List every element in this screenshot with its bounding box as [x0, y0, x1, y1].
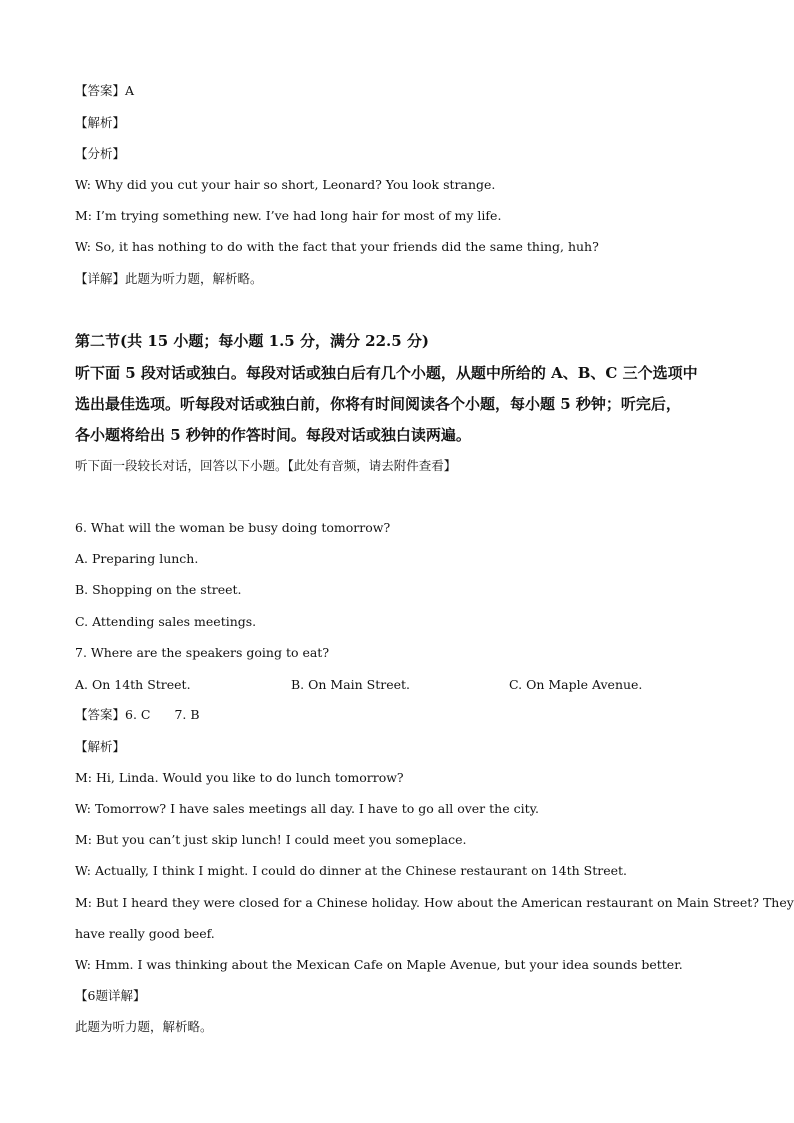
section-title: 第二节(共 15 小题；每小题 1.5 分，满分 22.5 分): [75, 332, 430, 350]
q6-detail-title: 【6题详解】: [75, 988, 146, 1003]
dialogue-line: W: So, it has nothing to do with the fact that your friends did the same thing, huh?: [75, 239, 599, 254]
dialogue-line: W: Actually, I think I might. I could do dinner at the Chinese restaurant on 14th Street.: [75, 863, 628, 878]
analysis-label: 【解析】: [75, 739, 126, 754]
detail-label: 【详解】此题为听力题，解析略。: [75, 271, 263, 286]
answer-row: [75, 706, 200, 724]
dialogue-line: W: Tomorrow? I have sales meetings all day. I have to go all over the city.: [75, 801, 539, 816]
section-instruction: 选出最佳选项。听每段对话或独白前，你将有时间阅读各个小题，每小题 5 秒钟；听完后，: [75, 395, 681, 413]
analysis-label: 【解析】: [75, 115, 126, 130]
dialogue-line: W: Hmm. I was thinking about the Mexican Cafe on Maple Avenue, but your idea sounds better.: [75, 957, 683, 972]
answer-label: 【答案】A: [75, 83, 135, 98]
question-6-option-b: B. Shopping on the street.: [75, 582, 242, 597]
question-6-stem: 6. What will the woman be busy doing tomorrow?: [75, 520, 391, 535]
dialogue-line: M: Hi, Linda. Would you like to do lunch tomorrow?: [75, 770, 404, 785]
answer-second: 7. B: [174, 707, 200, 722]
q6-detail-text: 此题为听力题，解析略。: [75, 1019, 213, 1034]
section-instruction: 听下面 5 段对话或独白。每段对话或独白后有几个小题，从题中所给的 A、B、C 三个选项中: [75, 364, 698, 382]
question-6-option-a: A. Preparing lunch.: [75, 551, 199, 566]
dialogue-line: M: But you can’t just skip lunch! I could meet you someplace.: [75, 832, 467, 847]
question-7-option-b: B. On Main Street.: [291, 677, 411, 692]
question-7-options: [75, 676, 715, 694]
question-7-option-c: C. On Maple Avenue.: [509, 677, 643, 692]
breakdown-label: 【分析】: [75, 146, 126, 161]
audio-note: 听下面一段较长对话，回答以下小题。【此处有音频，请去附件查看】: [75, 458, 457, 473]
dialogue-line: M: I’m trying something new. I’ve had long hair for most of my life.: [75, 208, 502, 223]
dialogue-line: M: But I heard they were closed for a Chinese holiday. How about the American restaurant on Main Street? They: [75, 895, 794, 910]
dialogue-line: W: Why did you cut your hair so short, Leonard? You look strange.: [75, 177, 496, 192]
section-instruction: 各小题将给出 5 秒钟的作答时间。每段对话或独白读两遍。: [75, 426, 471, 444]
answer-label: 【答案】6. C: [75, 707, 151, 722]
question-7-option-a: A. On 14th Street.: [75, 677, 191, 692]
dialogue-line: have really good beef.: [75, 926, 215, 941]
question-7-stem: 7. Where are the speakers going to eat?: [75, 645, 330, 660]
question-6-option-c: C. Attending sales meetings.: [75, 614, 257, 629]
